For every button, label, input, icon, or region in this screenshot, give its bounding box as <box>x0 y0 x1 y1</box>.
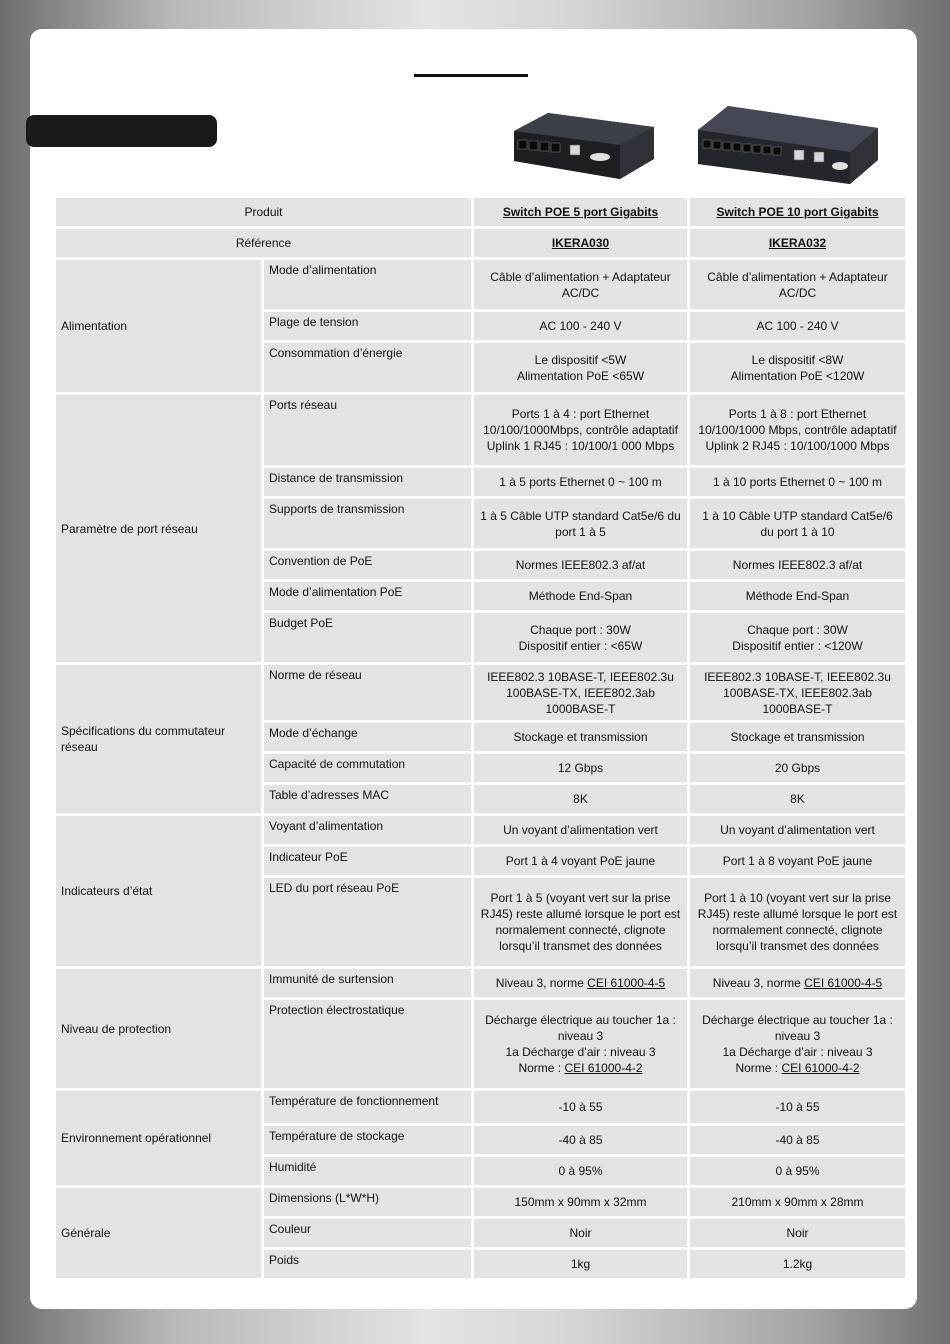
value-line: 1kg <box>570 1257 591 1271</box>
value-10-port <box>690 1126 905 1154</box>
value-line: Noir <box>569 1226 592 1240</box>
value-5-port <box>474 878 687 966</box>
value-line: Normes IEEE802.3 af/at <box>732 558 863 572</box>
parameter-cell: Supports de transmission <box>264 499 471 548</box>
value-line: 1 à 10 Câble UTP standard Cat5e/6 du port 1 à 10 <box>702 508 893 539</box>
value-10-port <box>690 551 905 579</box>
value-line: Dispositif entier : <65W <box>518 638 643 653</box>
value-line: IEEE802.3 10BASE-T, IEEE802.3u 100BASE-TX, IEEE802.3ab 1000BASE-T <box>487 669 674 716</box>
parameter-cell: Immunité de surtension <box>264 969 471 997</box>
value-line: 1a Décharge d’air : niveau 3 <box>722 1045 873 1059</box>
parameter-cell: Température de fonctionnement <box>264 1091 471 1123</box>
parameter-cell: Protection électrostatique <box>264 1000 471 1088</box>
value-5-port <box>474 723 687 751</box>
parameter-cell: Capacité de commutation <box>264 754 471 782</box>
value-line: 1 à 5 ports Ethernet 0 ~ 100 m <box>499 475 662 489</box>
value-5-port <box>474 1157 687 1185</box>
product-name-5: Switch POE 5 port Gigabits <box>474 198 687 226</box>
value-10-port <box>690 816 905 844</box>
value-5-port <box>474 312 687 340</box>
value-line: Ports 1 à 4 : port Ethernet 10/100/1000Mbps, contrôle adaptatif <box>483 407 678 437</box>
spec-row <box>56 969 905 997</box>
value-line: Le dispositif <5W <box>534 352 627 367</box>
value-5-port <box>474 395 687 465</box>
value-line: Le dispositif <8W <box>751 352 844 367</box>
parameter-cell: Humidité <box>264 1157 471 1185</box>
value-line: -40 à 85 <box>775 1133 820 1147</box>
value-line: 0 à 95% <box>558 1164 603 1178</box>
value-line: Alimentation PoE <120W <box>730 368 865 383</box>
value-line: Chaque port : 30W <box>747 622 848 637</box>
value-line: Ports 1 à 8 : port Ethernet 10/100/1000 Mbps, contrôle adaptatif <box>698 407 897 437</box>
value-5-port <box>474 1000 687 1088</box>
value-line: Câble d’alimentation + Adaptateur AC/DC <box>707 269 888 300</box>
value-line <box>695 1060 900 1076</box>
parameter-cell: Convention de PoE <box>264 551 471 579</box>
value-10-port <box>690 1219 905 1247</box>
value-line: 1a Décharge d’air : niveau 3 <box>505 1045 656 1059</box>
parameter-cell: Voyant d’alimentation <box>264 816 471 844</box>
value-line: Méthode End-Span <box>745 589 850 603</box>
value-line: 1 à 10 ports Ethernet 0 ~ 100 m <box>712 475 883 489</box>
parameter-cell: Dimensions (L*W*H) <box>264 1188 471 1216</box>
value-10-port <box>690 723 905 751</box>
value-line: -10 à 55 <box>775 1100 820 1114</box>
header-row-reference <box>56 229 905 257</box>
value-text: Niveau 3, norme <box>712 976 805 990</box>
product-ref-5: IKERA030 <box>474 229 687 257</box>
value-10-port <box>690 1250 905 1278</box>
standard-link[interactable]: CEI 61000-4-5 <box>804 976 883 990</box>
value-line: 12 Gbps <box>557 761 604 775</box>
value-line: Dispositif entier : <120W <box>732 638 863 653</box>
parameter-cell: Ports réseau <box>264 395 471 465</box>
value-5-port <box>474 468 687 496</box>
value-line: Alimentation PoE <65W <box>516 368 645 383</box>
value-10-port <box>690 1000 905 1088</box>
value-line: Port 1 à 8 voyant PoE jaune <box>722 854 873 868</box>
value-line <box>479 1060 682 1076</box>
spec-table <box>53 195 908 1281</box>
value-10-port <box>690 260 905 309</box>
value-line: Port 1 à 10 (voyant vert sur la prise RJ45) reste allumé lorsque le port est normalement connecté, clignote lorsqu’il transmet des données <box>697 891 898 953</box>
title-rule <box>414 74 528 77</box>
standard-link[interactable]: CEI 61000-4-5 <box>587 976 666 990</box>
switch-10-port-image <box>694 102 880 188</box>
value-5-port <box>474 969 687 997</box>
value-line: 1.2kg <box>782 1257 813 1271</box>
value-5-port <box>474 260 687 309</box>
value-line: 210mm x 90mm x 28mm <box>731 1195 864 1209</box>
value-line: 1 à 5 Câble UTP standard Cat5e/6 du port 1 à 5 <box>480 508 681 539</box>
value-10-port <box>690 1188 905 1216</box>
value-10-port <box>690 878 905 966</box>
product-ref-10: IKERA032 <box>690 229 905 257</box>
spec-row <box>56 665 905 720</box>
value-5-port <box>474 1219 687 1247</box>
parameter-cell: Température de stockage <box>264 1126 471 1154</box>
value-line: -40 à 85 <box>558 1133 603 1147</box>
value-line: Port 1 à 4 voyant PoE jaune <box>505 854 656 868</box>
value-line: 8K <box>573 792 588 806</box>
value-line: 8K <box>790 792 805 806</box>
spec-row <box>56 395 905 465</box>
value-line: 20 Gbps <box>774 761 821 775</box>
value-line: Normes IEEE802.3 af/at <box>515 558 646 572</box>
value-5-port <box>474 613 687 662</box>
value-line: Méthode End-Span <box>528 589 633 603</box>
value-5-port <box>474 551 687 579</box>
reference-label: Référence <box>56 229 471 257</box>
header-row-produit <box>56 198 905 226</box>
value-5-port <box>474 1126 687 1154</box>
parameter-cell: Distance de transmission <box>264 468 471 496</box>
spec-row <box>56 1091 905 1123</box>
parameter-cell: Mode d’alimentation PoE <box>264 582 471 610</box>
value-5-port <box>474 1188 687 1216</box>
value-line: Un voyant d’alimentation vert <box>720 823 875 837</box>
category-cell: Alimentation <box>56 260 261 392</box>
value-text: Norme : <box>518 1061 565 1075</box>
parameter-cell: LED du port réseau PoE <box>264 878 471 966</box>
parameter-cell: Mode d’alimentation <box>264 260 471 309</box>
value-line: AC 100 - 240 V <box>756 319 839 333</box>
value-line: IEEE802.3 10BASE-T, IEEE802.3u 100BASE-TX, IEEE802.3ab 1000BASE-T <box>704 669 891 716</box>
product-name-10: Switch POE 10 port Gigabits <box>690 198 905 226</box>
parameter-cell: Mode d’échange <box>264 723 471 751</box>
value-line: Port 1 à 5 (voyant vert sur la prise RJ45) reste allumé lorsque le port est normalement connecté, clignote lorsqu’il transmet des données <box>480 891 681 953</box>
value-10-port <box>690 1157 905 1185</box>
value-10-port <box>690 613 905 662</box>
value-line: Uplink 2 RJ45 : 10/100/1000 Mbps <box>705 439 890 453</box>
category-cell: Environnement opérationnel <box>56 1091 261 1185</box>
value-5-port <box>474 785 687 813</box>
standard-link[interactable]: CEI 61000-4-2 <box>564 1061 643 1075</box>
value-5-port <box>474 343 687 392</box>
value-10-port <box>690 665 905 720</box>
value-line: Décharge électrique au toucher 1a : niveau 3 <box>702 1013 893 1043</box>
value-line: Noir <box>786 1226 809 1240</box>
category-cell: Indicateurs d’état <box>56 816 261 966</box>
section-header-bar <box>26 115 217 147</box>
value-line: Chaque port : 30W <box>530 622 631 637</box>
parameter-cell: Indicateur PoE <box>264 847 471 875</box>
value-line: Uplink 1 RJ45 : 10/100/1 000 Mbps <box>486 439 675 453</box>
value-10-port <box>690 312 905 340</box>
spec-row <box>56 1188 905 1216</box>
category-cell: Générale <box>56 1188 261 1278</box>
parameter-cell: Consommation d’énergie <box>264 343 471 392</box>
category-cell: Spécifications du commutateur réseau <box>56 665 261 813</box>
parameter-cell: Table d’adresses MAC <box>264 785 471 813</box>
category-cell: Paramètre de port réseau <box>56 395 261 662</box>
parameter-cell: Norme de réseau <box>264 665 471 720</box>
value-line: Câble d’alimentation + Adaptateur AC/DC <box>490 269 671 300</box>
value-5-port <box>474 1091 687 1123</box>
value-text: Niveau 3, norme <box>495 976 588 990</box>
value-5-port <box>474 1250 687 1278</box>
value-10-port <box>690 468 905 496</box>
value-line <box>479 975 682 991</box>
value-10-port <box>690 969 905 997</box>
value-5-port <box>474 816 687 844</box>
value-10-port <box>690 785 905 813</box>
value-line: Stockage et transmission <box>513 730 648 744</box>
value-line: Décharge électrique au toucher 1a : niveau 3 <box>485 1013 676 1043</box>
standard-link[interactable]: CEI 61000-4-2 <box>781 1061 860 1075</box>
value-5-port <box>474 582 687 610</box>
value-5-port <box>474 665 687 720</box>
value-line: 0 à 95% <box>775 1164 820 1178</box>
parameter-cell: Poids <box>264 1250 471 1278</box>
value-10-port <box>690 343 905 392</box>
value-line: 150mm x 90mm x 32mm <box>514 1195 647 1209</box>
value-line: AC 100 - 240 V <box>539 319 622 333</box>
value-text: Norme : <box>735 1061 782 1075</box>
value-10-port <box>690 847 905 875</box>
value-10-port <box>690 395 905 465</box>
value-10-port <box>690 499 905 548</box>
category-cell: Niveau de protection <box>56 969 261 1088</box>
value-5-port <box>474 847 687 875</box>
parameter-cell: Couleur <box>264 1219 471 1247</box>
value-10-port <box>690 754 905 782</box>
value-10-port <box>690 1091 905 1123</box>
value-5-port <box>474 754 687 782</box>
value-5-port <box>474 499 687 548</box>
value-line: Un voyant d’alimentation vert <box>503 823 658 837</box>
value-line <box>695 975 900 991</box>
value-line: Stockage et transmission <box>730 730 865 744</box>
value-10-port <box>690 582 905 610</box>
value-line: -10 à 55 <box>558 1100 603 1114</box>
spec-row <box>56 260 905 309</box>
parameter-cell: Budget PoE <box>264 613 471 662</box>
produit-label: Produit <box>56 198 471 226</box>
parameter-cell: Plage de tension <box>264 312 471 340</box>
spec-row <box>56 816 905 844</box>
switch-5-port-image <box>508 109 656 184</box>
